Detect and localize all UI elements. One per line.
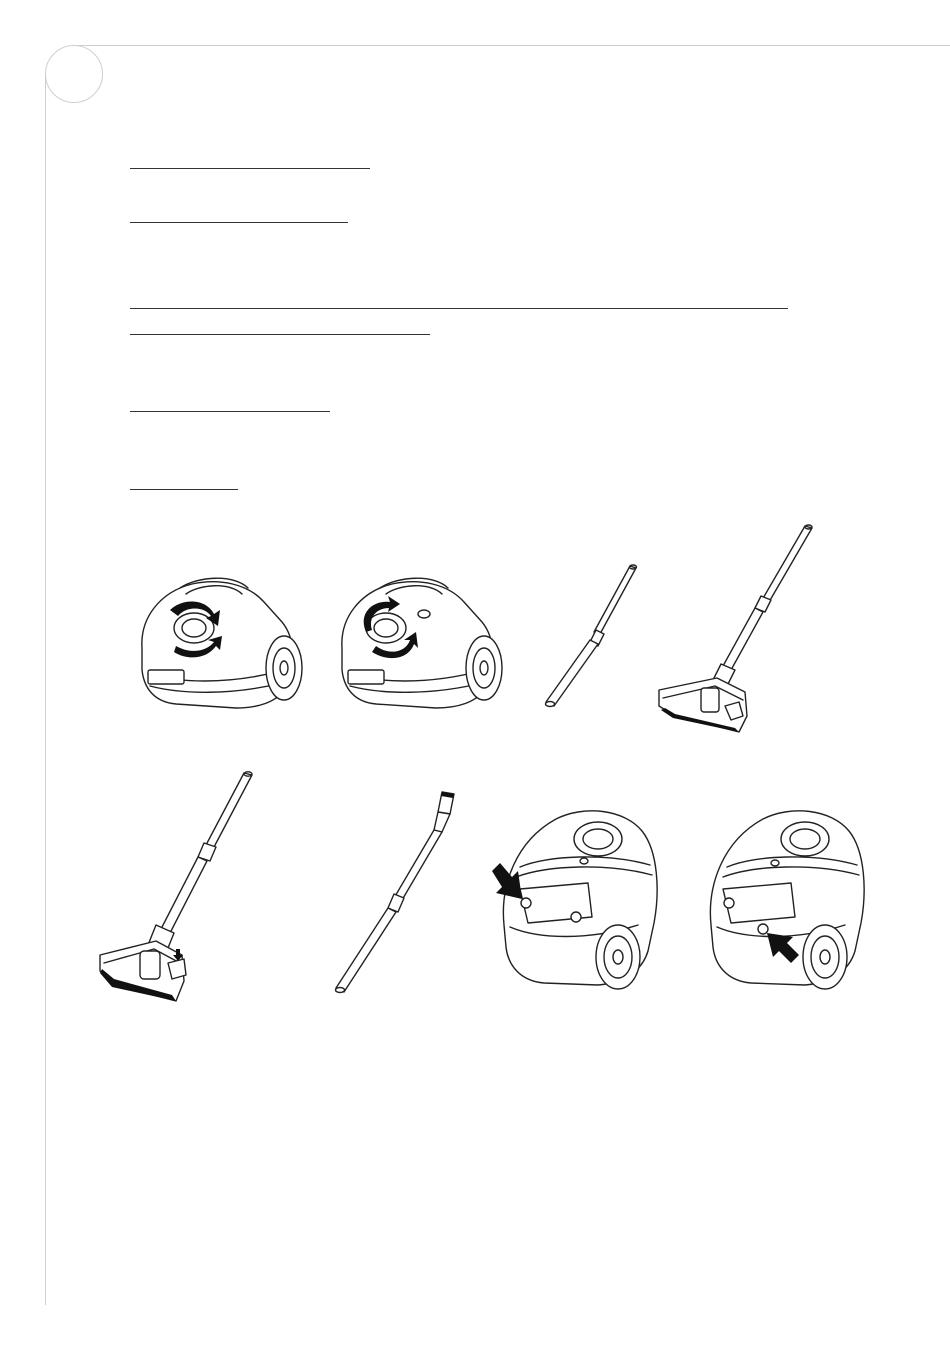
- section-heading-rule-5: [130, 489, 238, 490]
- floor-brush-assembly-icon: [655, 520, 820, 742]
- page-frame-top-line: [75, 45, 950, 46]
- section-heading-rule-2: [130, 222, 348, 223]
- vacuum-hose-insert-icon: [136, 570, 306, 715]
- section-heading-rule-1: [130, 168, 370, 169]
- section-heading-rule-3b: [130, 334, 430, 335]
- vacuum-front-button-right-icon: [695, 805, 875, 995]
- vacuum-hose-lock-icon: [336, 570, 506, 715]
- page-frame-left-line: [45, 75, 46, 1305]
- section-heading-rule-4: [130, 411, 330, 412]
- floor-brush-attach-icon: [96, 765, 266, 1010]
- section-heading-rule-3a: [130, 308, 788, 309]
- page-number-badge: [45, 45, 103, 103]
- crevice-tool-icon: [330, 788, 465, 1000]
- telescopic-tube-icon: [540, 560, 640, 715]
- vacuum-front-button-left-icon: [488, 805, 668, 995]
